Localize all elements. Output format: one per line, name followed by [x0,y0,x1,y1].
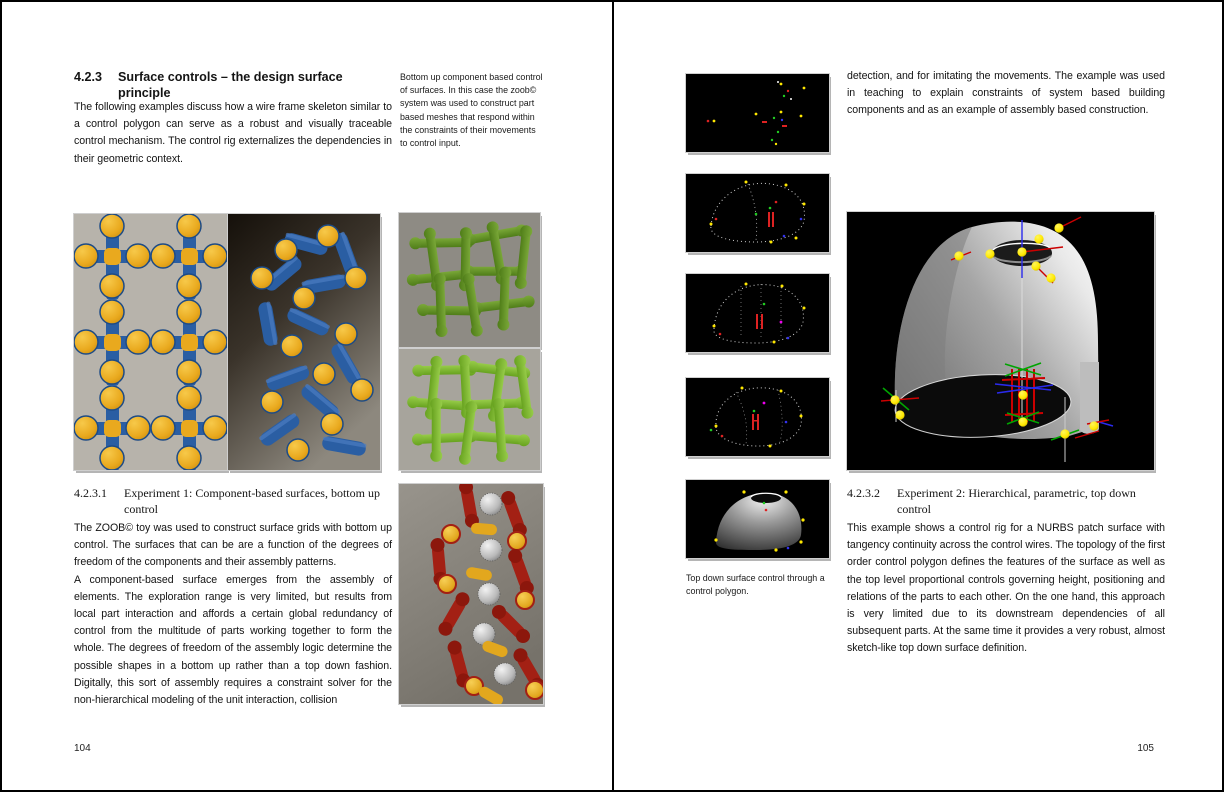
photo-green-mesh-dark [399,213,540,347]
viewport-thumb-points [686,74,829,152]
page-number-left: 104 [74,743,91,754]
section-heading [74,69,384,101]
page-divider [612,2,614,790]
photo-zoob-grid-curved [228,214,380,470]
subsection-heading-1 [74,486,396,517]
page-number-right: 105 [1137,743,1154,754]
continued-paragraph: detection, and for imitating the movements. The example was used in teaching to explain constraints of system based building components and as an example of assembly based construction. [847,70,1165,117]
photo-zoob-grid-flat [74,214,227,470]
experiment1-paragraph-2: A component-based surface emerges from the assembly of elements. The exploration range is very limited, but results from local part interaction and affords a certain global redundancy of control from the multitude of parts working together to form the whole. The degrees of freedom of the assembly logic determine the possible shapes in a bottom up rather than a top down fashion. Digitally, this sort of assembly requires a constraint solver for the non-hierarchical modeling of the unit interaction, collision [74,573,392,707]
intro-paragraph: The following examples discuss how a wire frame skeleton similar to a control polygon can serve as a robust and visually traceable control mechanism. The control rig externalizes the dependencies in their geometric context. [74,101,392,165]
subsection-number: 4.2.3.1 [74,486,107,500]
subsection-heading-2 [847,486,1169,517]
subsection-number: 4.2.3.2 [847,486,880,500]
side-caption-top-down: Top down surface control through a control polygon. [686,573,825,597]
subsection-title: Experiment 2: Hierarchical, parametric, top down control [897,486,1136,516]
render-nurbs-dome [847,212,1154,470]
photo-zoob-chain-red [399,484,543,704]
viewport-thumb-wire-1 [686,174,829,252]
experiment1-body [74,520,392,709]
experiment1-paragraph-1: The ZOOB© toy was used to construct surface grids with bottom up control. The surfaces that can be are a function of the degrees of freedom of the components and their assembly patterns. [74,522,392,569]
viewport-thumb-wire-2 [686,274,829,352]
subsection-title: Experiment 1: Component-based surfaces, bottom up control [124,486,380,516]
experiment2-body: This example shows a control rig for a NURBS patch surface with tangency continuity across the control wires. The topology of the first order control polygon defines the features of the surface as well as the top level proportional controls governing height, positioning and relations of the parts to each other. On the one hand, this approach is very limited due to its downstream dependencies of all subsequent parts. At the same time it provides a very robust, almost sketch-like top down surface definition. [847,522,1165,655]
viewport-thumb-wire-3 [686,378,829,456]
section-number: 4.2.3 [74,70,103,84]
section-title: Surface controls – the design surface principle [118,70,343,100]
photo-green-mesh-light [399,349,540,470]
viewport-thumb-shaded-dome [686,480,829,558]
side-caption-bottom-up: Bottom up component based control of surfaces. In this case the zoob© system was used to construct part based meshes that respond within the constraints of their movements to control input. [400,72,543,149]
